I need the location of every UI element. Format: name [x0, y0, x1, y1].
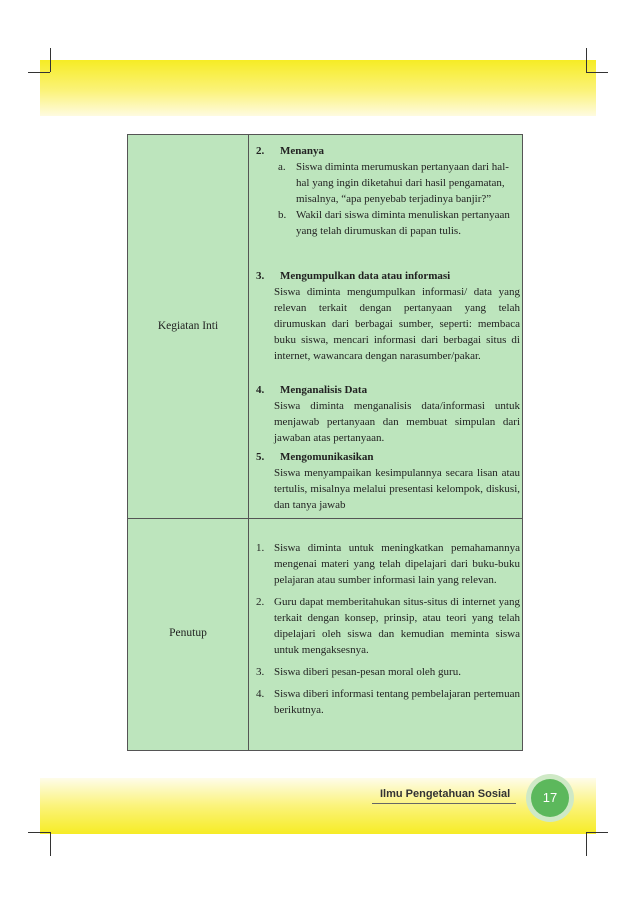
crop-mark: [50, 832, 51, 856]
list-item-number: 3.: [256, 666, 265, 678]
step-text: Siswa diminta menganalisis data/informasi untuk menjawab pertanyaan dan membuat simpulan dari jawaban atas pertanyaan.: [274, 400, 520, 444]
step-title: Menanya: [280, 145, 324, 157]
row-label-penutup: Penutup: [169, 627, 207, 639]
list-item: [256, 540, 520, 588]
list-item-text: Siswa diberi pesan-pesan moral oleh guru.: [274, 666, 461, 678]
step-title: Menganalisis Data: [280, 384, 368, 396]
crop-mark: [28, 832, 50, 833]
step-number: 2.: [256, 145, 265, 157]
list-item-text: Guru dapat memberitahukan situs-situs di internet yang terkait dengan konsep, prinsip, atau teori yang telah dipelajari oleh siswa dan kemudian meminta siswa untuk mengaksesnya.: [274, 596, 520, 656]
list-item-number: 4.: [256, 688, 265, 700]
sub-item: [256, 207, 520, 239]
step-menganalisis: [256, 382, 520, 446]
list-item: [256, 664, 520, 680]
step-menanya: [256, 143, 520, 239]
lesson-table: [127, 134, 523, 751]
crop-mark: [50, 48, 51, 72]
list-item-number: 1.: [256, 542, 265, 554]
step-mengomunikasikan: [256, 449, 520, 513]
list-item-text: Siswa diminta untuk meningkatkan pemahamannya mengenai materi yang telah dipelajari dari buku-buku pelajaran atau sumber informasi lain yang relevan.: [274, 542, 520, 586]
crop-mark: [586, 48, 587, 72]
header-band: [40, 60, 596, 116]
sub-item: [256, 159, 520, 207]
step-number: 3.: [256, 270, 265, 282]
step-number: 4.: [256, 384, 265, 396]
list-item-text: Siswa diberi informasi tentang pembelajaran pertemuan berikutnya.: [274, 688, 520, 716]
footer-band: [40, 778, 596, 834]
step-text: Siswa menyampaikan kesimpulannya secara lisan atau tertulis, misalnya melalui presentasi kelompok, diskusi, dan tanya jawab: [274, 467, 520, 511]
crop-mark: [586, 832, 608, 833]
sub-item-text: Siswa diminta merumuskan pertanyaan dari hal-hal yang ingin diketahui dari hasil pengamatan, misalnya, “apa penyebab terjadinya banjir?”: [296, 161, 509, 205]
footer-underline: [372, 803, 516, 804]
list-item: [256, 686, 520, 718]
row-divider: [128, 518, 522, 519]
crop-mark: [28, 72, 50, 73]
step-mengumpulkan: [256, 268, 520, 364]
step-title: Mengumpulkan data atau informasi: [280, 270, 451, 282]
book-title: Ilmu Pengetahuan Sosial: [380, 788, 511, 800]
row-label-kegiatan-inti: Kegiatan Inti: [157, 320, 219, 332]
penutup-list: [256, 540, 520, 724]
crop-mark: [586, 832, 587, 856]
sub-item-letter: b.: [278, 209, 287, 221]
page-number: 17: [531, 779, 569, 817]
column-divider: [248, 135, 249, 750]
crop-mark: [586, 72, 608, 73]
sub-item-letter: a.: [278, 161, 286, 173]
step-title: Mengomunikasikan: [280, 451, 374, 463]
step-text: Siswa diminta mengumpulkan informasi/ data yang relevan terkait dengan pertanyaan yang telah dirumuskan dari berbagai sumber, seperti: membaca buku siswa, mencari informasi dari berbagai situs di internet, wawancara dengan narasumber/pakar.: [274, 286, 520, 362]
list-item: [256, 594, 520, 658]
sub-item-text: Wakil dari siswa diminta menuliskan pertanyaan yang telah dirumuskan di papan tulis.: [296, 209, 510, 237]
step-number: 5.: [256, 451, 265, 463]
list-item-number: 2.: [256, 596, 265, 608]
